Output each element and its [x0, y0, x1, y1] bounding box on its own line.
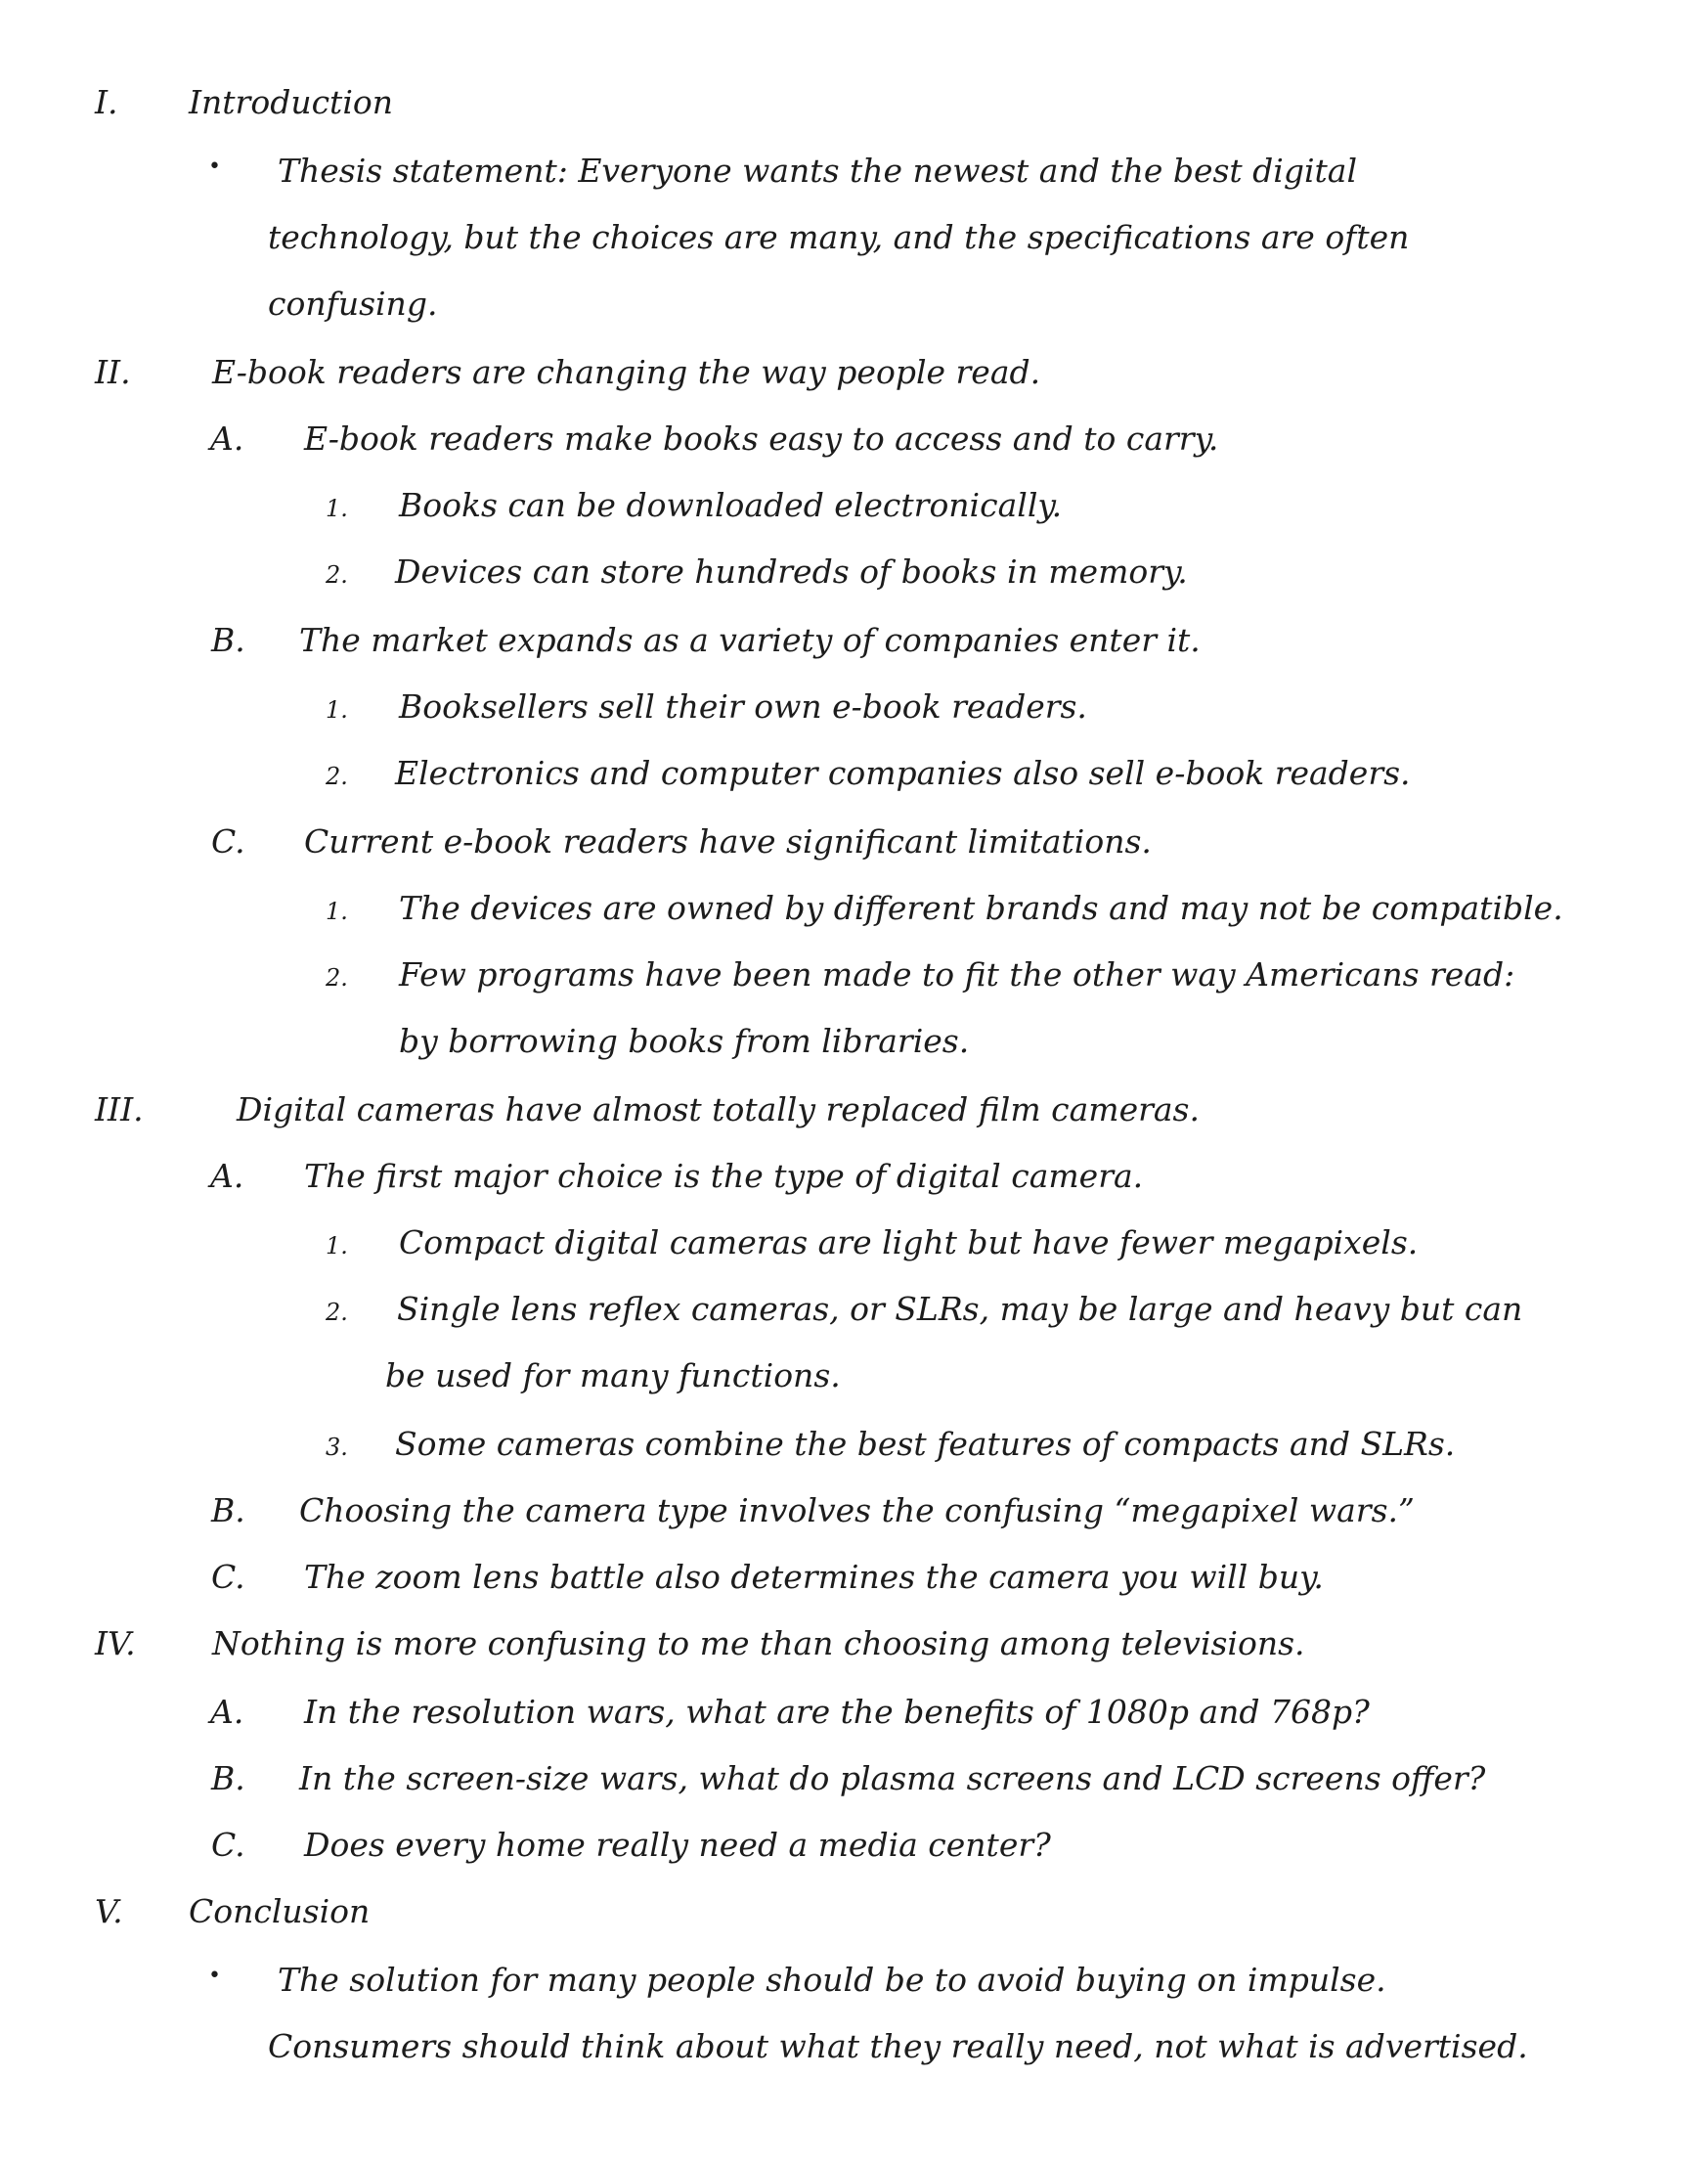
section-2-marker: II.: [95, 353, 131, 391]
section-2-c-2-text-line-2: by borrowing books from libraries.: [399, 1022, 970, 1060]
section-2-a-1-marker: 1.: [326, 495, 348, 522]
section-4-a-marker: A.: [210, 1693, 244, 1731]
section-4-title: Nothing is more confusing to me than choosing among televisions.: [212, 1624, 1305, 1662]
section-3-a-marker: A.: [210, 1157, 244, 1195]
section-4-b-marker: B.: [211, 1759, 245, 1797]
section-5-title: Conclusion: [189, 1892, 371, 1930]
section-2-c-text: Current e-book readers have significant limitations.: [304, 822, 1152, 861]
section-2-c-marker: C.: [211, 822, 245, 861]
section-3-c-marker: C.: [211, 1558, 245, 1596]
section-2-a-2-marker: 2.: [326, 561, 348, 589]
thesis-line-1: Thesis statement: Everyone wants the newest and the best digital: [278, 152, 1358, 190]
section-5-bullet: •: [208, 1964, 221, 1988]
section-5-marker: V.: [95, 1892, 123, 1930]
section-2-a-2-text: Devices can store hundreds of books in memory.: [395, 553, 1188, 591]
section-3-a-2-text-line-2: be used for many functions.: [385, 1356, 841, 1394]
section-4-b-text: In the screen-size wars, what do plasma screens and LCD screens offer?: [299, 1759, 1486, 1797]
section-2-b-text: The market expands as a variety of companies enter it.: [299, 621, 1201, 659]
section-3-a-text: The first major choice is the type of digital camera.: [304, 1157, 1144, 1195]
section-2-c-1-text: The devices are owned by different brands and may not be compatible.: [399, 889, 1563, 927]
conclusion-line-2: Consumers should think about what they really need, not what is advertised.: [268, 2027, 1528, 2065]
section-2-a-text: E-book readers make books easy to access and to carry.: [304, 420, 1219, 458]
section-2-c-2-marker: 2.: [326, 964, 348, 992]
section-2-b-1-text: Booksellers sell their own e-book readers.: [399, 687, 1087, 726]
section-3-a-3-text: Some cameras combine the best features of compacts and SLRs.: [395, 1425, 1456, 1463]
section-3-b-text: Choosing the camera type involves the confusing “megapixel wars.”: [299, 1491, 1415, 1529]
section-2-b-1-marker: 1.: [326, 696, 348, 724]
section-2-a-marker: A.: [210, 420, 244, 458]
section-2-c-2-text-line-1: Few programs have been made to fit the other way Americans read:: [399, 955, 1515, 994]
section-4-marker: IV.: [95, 1624, 136, 1662]
section-1-marker: I.: [95, 83, 118, 121]
section-4-c-text: Does every home really need a media center?: [304, 1826, 1051, 1864]
section-3-marker: III.: [95, 1090, 144, 1128]
section-4-a-text: In the resolution wars, what are the benefits of 1080p and 768p?: [304, 1693, 1370, 1731]
section-2-title: E-book readers are changing the way people read.: [212, 353, 1041, 391]
section-2-a-1-text: Books can be downloaded electronically.: [399, 486, 1063, 524]
thesis-line-2: technology, but the choices are many, and the specifications are often: [268, 218, 1410, 256]
section-3-c-text: The zoom lens battle also determines the camera you will buy.: [304, 1558, 1324, 1596]
section-4-c-marker: C.: [211, 1826, 245, 1864]
section-3-a-2-text-line-1: Single lens reflex cameras, or SLRs, may be large and heavy but can: [397, 1290, 1523, 1328]
section-1-title: Introduction: [189, 83, 393, 121]
section-2-b-2-text: Electronics and computer companies also sell e-book readers.: [395, 754, 1411, 792]
section-3-title: Digital cameras have almost totally replaced film cameras.: [237, 1090, 1200, 1128]
section-3-a-2-marker: 2.: [326, 1299, 348, 1326]
section-3-a-1-marker: 1.: [326, 1232, 348, 1260]
conclusion-line-1: The solution for many people should be to avoid buying on impulse.: [278, 1961, 1386, 1999]
section-2-b-marker: B.: [211, 621, 245, 659]
section-1-bullet: •: [208, 155, 221, 179]
section-3-b-marker: B.: [211, 1491, 245, 1529]
section-3-a-1-text: Compact digital cameras are light but have fewer megapixels.: [399, 1223, 1419, 1261]
thesis-line-3: confusing.: [268, 285, 438, 323]
section-3-a-3-marker: 3.: [326, 1434, 348, 1461]
section-2-c-1-marker: 1.: [326, 898, 348, 925]
section-2-b-2-marker: 2.: [326, 763, 348, 790]
